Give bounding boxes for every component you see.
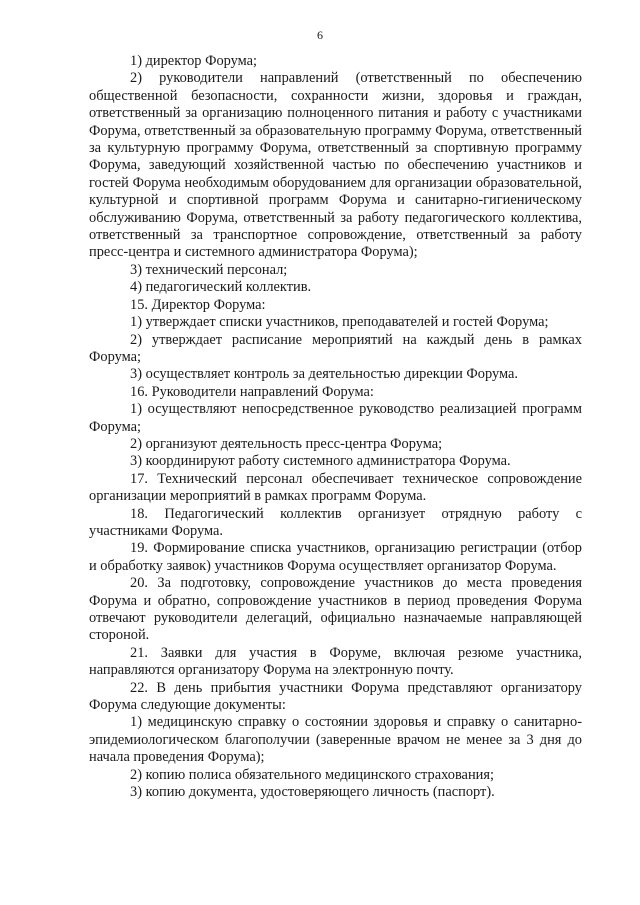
paragraph: 2) руководители направлений (ответственный по обеспечению общественной безопасности, сохранности жизни, здоровья и граждан, ответственный за организацию полноценного питания и работу с участниками Форума, ответственный за образовательную программу Форума, ответственный за культурную программу Форума, ответственный за спортивную программу Форума, заведующий хозяйственной частью по обеспечению участников и гостей Форума необходимым оборудованием для организации образовательной, культурной и спортивной программ Форума и санитарно-гигиеническому обслуживанию Форума, ответственный за работу педагогического коллектива, ответственный за транспортное сопровождение, ответственный за работу пресс-центра и системного администратора Форума); — [89, 70, 582, 261]
paragraph: 1) утверждает списки участников, преподавателей и гостей Форума; — [130, 314, 549, 331]
paragraph: 3) копию документа, удостоверяющего личность (паспорт). — [130, 784, 495, 801]
paragraph: 21. Заявки для участия в Форуме, включая резюме участника, направляются организатору Форума на электронную почту. — [89, 644, 582, 679]
paragraph: 2) утверждает расписание мероприятий на каждый день в рамках Форума; — [89, 331, 582, 365]
paragraph: 3) осуществляет контроль за деятельностью дирекции Форума. — [130, 366, 519, 383]
document-body — [89, 53, 582, 801]
paragraph: 4) педагогический коллектив. — [130, 279, 312, 296]
paragraph: 3) координируют работу системного администратора Форума. — [130, 453, 511, 470]
paragraph: 18. Педагогический коллектив организует отрядную работу с участниками Форума. — [89, 505, 582, 539]
paragraph: 22. В день прибытия участники Форума представляют организатору Форума следующие документы: — [89, 679, 582, 714]
paragraph: 1) директор Форума; — [130, 53, 258, 69]
paragraph: 15. Директор Форума: — [130, 296, 266, 313]
paragraph: 16. Руководители направлений Форума: — [130, 383, 374, 400]
paragraph: 3) технический персонал; — [130, 261, 288, 278]
paragraph: 1) осуществляют непосредственное руководство реализацией программ Форума; — [89, 401, 582, 435]
paragraph: 20. За подготовку, сопровождение участников до места проведения Форума и обратно, сопровождение участников в период проведения Форума отвечают руководители делегаций, официально назначаемые направляющей стороной. — [89, 575, 582, 644]
paragraph: 17. Технический персонал обеспечивает техническое сопровождение организации мероприятий в рамках программ Форума. — [89, 470, 582, 505]
page-number: 6 — [317, 28, 323, 42]
paragraph: 2) организуют деятельность пресс-центра Форума; — [130, 435, 443, 452]
paragraph: 1) медицинскую справку о состоянии здоровья и справку о санитарно-эпидемиологическом благополучии (заверенные врачом не менее за 3 дня до начала проведения Форума); — [89, 714, 582, 766]
paragraph: 2) копию полиса обязательного медицинского страхования; — [130, 766, 494, 783]
paragraph: 19. Формирование списка участников, организацию регистрации (отбор и обработку заявок) участников Форума осуществляет организатор Форума. — [89, 540, 582, 574]
